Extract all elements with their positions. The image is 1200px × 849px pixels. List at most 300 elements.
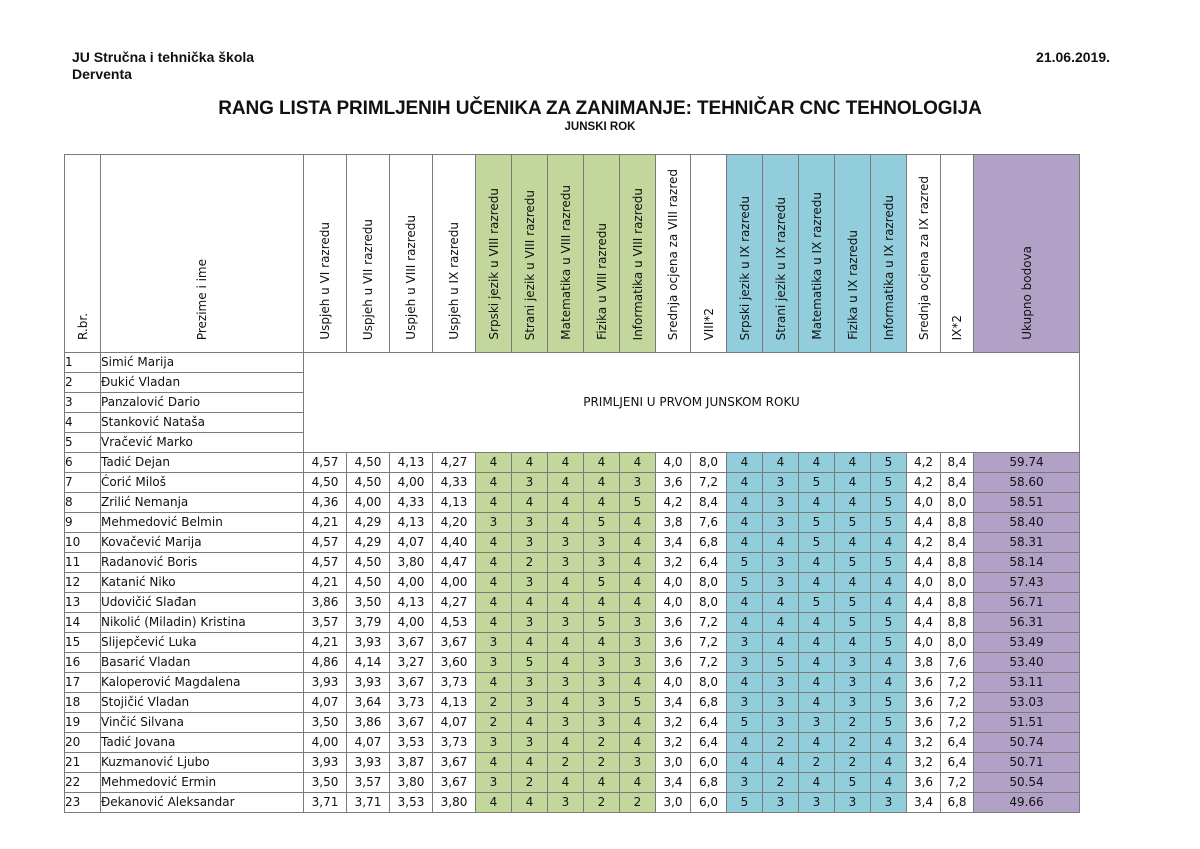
viii-x2-cell: 8,0 [691,453,727,473]
school-city: Derventa [72,66,132,82]
srpski-viii-cell: 3 [476,653,512,673]
strani-viii-cell: 4 [512,493,548,513]
srpski-viii-cell: 4 [476,553,512,573]
column-header-label: Fizika u VIII razredu [594,223,609,340]
matematika-ix-cell: 4 [799,493,835,513]
viii-x2-cell: 7,2 [691,473,727,493]
srednja-viii-cell: 4,2 [656,493,691,513]
fizika-ix-cell: 4 [835,493,871,513]
rank-cell: 15 [65,633,101,653]
strani-viii-cell: 3 [512,513,548,533]
student-name-cell: Kuzmanović Ljubo [101,753,304,773]
total-points-cell: 51.51 [974,713,1080,733]
matematika-ix-cell: 4 [799,573,835,593]
fizika-viii-cell: 3 [584,673,620,693]
srpski-viii-cell: 3 [476,773,512,793]
student-name-cell: Nikolić (Miladin) Kristina [101,613,304,633]
uspjeh-vii-cell: 3,71 [347,793,390,813]
matematika-viii-cell: 2 [548,753,584,773]
table-row [65,573,1080,593]
uspjeh-viii-cell: 4,00 [390,573,433,593]
matematika-ix-cell: 3 [799,713,835,733]
srednja-viii-cell: 3,2 [656,713,691,733]
srpski-ix-cell: 4 [727,473,763,493]
matematika-ix-cell: 5 [799,533,835,553]
informatika-ix-cell: 5 [871,473,907,493]
informatika-ix-cell: 4 [871,573,907,593]
header-name [101,155,304,353]
fizika-ix-cell: 2 [835,753,871,773]
fizika-viii-cell: 4 [584,633,620,653]
srednja-ix-cell: 4,0 [907,633,941,653]
strani-ix-cell: 4 [763,593,799,613]
table-row [65,753,1080,773]
uspjeh-ix-cell: 4,53 [433,613,476,633]
ix-x2-cell: 7,2 [941,773,974,793]
matematika-ix-cell: 4 [799,693,835,713]
table-row [65,553,1080,573]
matematika-viii-cell: 4 [548,493,584,513]
strani-viii-cell: 4 [512,593,548,613]
rank-cell: 5 [65,433,101,453]
table-row [65,473,1080,493]
strani-ix-cell: 3 [763,713,799,733]
informatika-viii-cell: 3 [620,473,656,493]
informatika-viii-cell: 4 [620,513,656,533]
rank-cell: 16 [65,653,101,673]
total-points-cell: 58.40 [974,513,1080,533]
strani-viii-cell: 4 [512,453,548,473]
matematika-ix-cell: 4 [799,673,835,693]
column-header-label: IX*2 [950,314,964,340]
srednja-ix-cell: 3,8 [907,653,941,673]
column-header-label: Srednja ocjena za VIII razred [666,168,680,340]
uspjeh-vi-cell: 3,93 [304,753,347,773]
informatika-viii-cell: 4 [620,733,656,753]
column-header-label: Matematika u VIII razredu [558,185,573,340]
fizika-ix-cell: 3 [835,673,871,693]
srpski-ix-cell: 3 [727,693,763,713]
matematika-viii-cell: 3 [548,533,584,553]
student-name-cell: Panzalović Dario [101,393,304,413]
viii-x2-cell: 7,6 [691,513,727,533]
informatika-ix-cell: 5 [871,553,907,573]
strani-ix-cell: 4 [763,613,799,633]
column-header-label: VIII*2 [701,307,716,340]
matematika-ix-cell: 5 [799,473,835,493]
srednja-ix-cell: 4,2 [907,533,941,553]
uspjeh-vii-cell: 3,64 [347,693,390,713]
uspjeh-viii-cell: 3,67 [390,713,433,733]
uspjeh-vi-cell: 4,57 [304,533,347,553]
ix-x2-cell: 7,6 [941,653,974,673]
total-points-cell: 58.60 [974,473,1080,493]
matematika-ix-cell: 4 [799,553,835,573]
uspjeh-vi-cell: 4,07 [304,693,347,713]
matematika-ix-cell: 4 [799,453,835,473]
uspjeh-ix-cell: 3,80 [433,793,476,813]
first-round-note: PRIMLJENI U PRVOM JUNSKOM ROKU [304,353,1080,453]
uspjeh-viii-cell: 4,33 [390,493,433,513]
column-header-label: Uspjeh u IX razredu [447,222,461,340]
uspjeh-vii-cell: 3,93 [347,753,390,773]
uspjeh-viii-cell: 3,67 [390,633,433,653]
viii-x2-cell: 8,0 [691,673,727,693]
viii-x2-cell: 6,8 [691,533,727,553]
strani-ix-cell: 4 [763,533,799,553]
srpski-viii-cell: 4 [476,473,512,493]
uspjeh-vi-cell: 3,50 [304,773,347,793]
header-uspjeh-vi [304,155,347,353]
srednja-viii-cell: 4,0 [656,673,691,693]
uspjeh-vi-cell: 3,57 [304,613,347,633]
strani-ix-cell: 3 [763,473,799,493]
rank-cell: 8 [65,493,101,513]
srpski-viii-cell: 4 [476,753,512,773]
uspjeh-vii-cell: 4,00 [347,493,390,513]
rank-cell: 6 [65,453,101,473]
strani-viii-cell: 3 [512,613,548,633]
header-matematika-ix [799,155,835,353]
uspjeh-viii-cell: 4,00 [390,613,433,633]
student-name-cell: Kovačević Marija [101,533,304,553]
uspjeh-ix-cell: 3,67 [433,773,476,793]
table-row [65,793,1080,813]
uspjeh-viii-cell: 4,13 [390,453,433,473]
ix-x2-cell: 8,4 [941,533,974,553]
matematika-viii-cell: 4 [548,593,584,613]
student-name-cell: Kaloperović Magdalena [101,673,304,693]
student-name-cell: Katanić Niko [101,573,304,593]
uspjeh-vi-cell: 4,36 [304,493,347,513]
student-name-cell: Ćorić Miloš [101,473,304,493]
student-name-cell: Mehmedović Ermin [101,773,304,793]
matematika-viii-cell: 4 [548,513,584,533]
uspjeh-vi-cell: 4,00 [304,733,347,753]
srpski-viii-cell: 4 [476,533,512,553]
matematika-viii-cell: 4 [548,453,584,473]
informatika-ix-cell: 4 [871,533,907,553]
rank-cell: 12 [65,573,101,593]
strani-viii-cell: 3 [512,533,548,553]
ix-x2-cell: 6,4 [941,733,974,753]
column-header-label: Uspjeh u VII razredu [361,218,375,340]
viii-x2-cell: 6,4 [691,553,727,573]
viii-x2-cell: 8,0 [691,593,727,613]
informatika-ix-cell: 5 [871,693,907,713]
srednja-ix-cell: 4,0 [907,493,941,513]
viii-x2-cell: 7,2 [691,633,727,653]
srednja-viii-cell: 3,2 [656,553,691,573]
strani-ix-cell: 2 [763,773,799,793]
student-name-cell: Zrilić Nemanja [101,493,304,513]
fizika-ix-cell: 5 [835,613,871,633]
uspjeh-vii-cell: 4,50 [347,473,390,493]
ix-x2-cell: 8,4 [941,473,974,493]
strani-viii-cell: 4 [512,713,548,733]
strani-viii-cell: 3 [512,733,548,753]
header-fizika-viii [584,155,620,353]
page-subtitle: JUNSKI ROK [564,121,636,133]
fizika-ix-cell: 5 [835,773,871,793]
rank-cell: 4 [65,413,101,433]
uspjeh-vii-cell: 4,07 [347,733,390,753]
matematika-ix-cell: 4 [799,733,835,753]
srednja-ix-cell: 3,2 [907,753,941,773]
matematika-ix-cell: 2 [799,753,835,773]
srpski-viii-cell: 4 [476,593,512,613]
header-viii-x2 [691,155,727,353]
ix-x2-cell: 8,8 [941,553,974,573]
total-points-cell: 50.74 [974,733,1080,753]
header-uspjeh-ix [433,155,476,353]
header-matematika-viii [548,155,584,353]
table-row [65,453,1080,473]
table-row [65,613,1080,633]
total-points-cell: 58.51 [974,493,1080,513]
fizika-viii-cell: 4 [584,453,620,473]
column-header-label: Informatika u VIII razredu [630,187,645,340]
srpski-viii-cell: 2 [476,693,512,713]
rank-cell: 9 [65,513,101,533]
srednja-viii-cell: 4,0 [656,593,691,613]
informatika-viii-cell: 3 [620,653,656,673]
uspjeh-ix-cell: 4,07 [433,713,476,733]
informatika-ix-cell: 4 [871,653,907,673]
ix-x2-cell: 8,4 [941,453,974,473]
matematika-viii-cell: 3 [548,553,584,573]
informatika-viii-cell: 4 [620,573,656,593]
informatika-viii-cell: 4 [620,713,656,733]
srednja-viii-cell: 3,6 [656,633,691,653]
table-row [65,533,1080,553]
uspjeh-vi-cell: 3,71 [304,793,347,813]
matematika-ix-cell: 4 [799,613,835,633]
informatika-viii-cell: 4 [620,673,656,693]
srpski-ix-cell: 4 [727,753,763,773]
strani-viii-cell: 5 [512,653,548,673]
total-points-cell: 56.31 [974,613,1080,633]
strani-viii-cell: 3 [512,693,548,713]
uspjeh-vii-cell: 3,93 [347,673,390,693]
total-points-cell: 59.74 [974,453,1080,473]
fizika-viii-cell: 2 [584,793,620,813]
student-name-cell: Radanović Boris [101,553,304,573]
header-rbr [65,155,101,353]
uspjeh-ix-cell: 4,13 [433,493,476,513]
column-header-label: Strani jezik u IX razredu [773,196,788,340]
column-header-label: R.br. [75,313,90,340]
fizika-ix-cell: 5 [835,553,871,573]
informatika-ix-cell: 5 [871,453,907,473]
table-row [65,493,1080,513]
student-name-cell: Basarić Vladan [101,653,304,673]
srpski-ix-cell: 4 [727,673,763,693]
matematika-viii-cell: 4 [548,633,584,653]
ix-x2-cell: 8,8 [941,613,974,633]
strani-ix-cell: 3 [763,513,799,533]
uspjeh-viii-cell: 3,53 [390,733,433,753]
matematika-viii-cell: 3 [548,713,584,733]
header-ukupno [974,155,1080,353]
fizika-ix-cell: 2 [835,713,871,733]
strani-ix-cell: 3 [763,493,799,513]
informatika-viii-cell: 4 [620,533,656,553]
uspjeh-ix-cell: 3,67 [433,753,476,773]
matematika-ix-cell: 3 [799,793,835,813]
uspjeh-vii-cell: 4,50 [347,453,390,473]
strani-ix-cell: 3 [763,573,799,593]
uspjeh-vi-cell: 3,86 [304,593,347,613]
matematika-ix-cell: 4 [799,633,835,653]
fizika-viii-cell: 5 [584,613,620,633]
ix-x2-cell: 6,8 [941,793,974,813]
uspjeh-ix-cell: 4,33 [433,473,476,493]
uspjeh-viii-cell: 4,00 [390,473,433,493]
fizika-ix-cell: 4 [835,573,871,593]
informatika-ix-cell: 4 [871,673,907,693]
rank-cell: 7 [65,473,101,493]
strani-ix-cell: 3 [763,793,799,813]
srednja-viii-cell: 3,8 [656,513,691,533]
ix-x2-cell: 8,0 [941,573,974,593]
uspjeh-vi-cell: 4,57 [304,553,347,573]
header-srpski-ix [727,155,763,353]
viii-x2-cell: 6,8 [691,693,727,713]
rank-cell: 21 [65,753,101,773]
school-name-line1: JU Stručna i tehnička škola [72,49,255,65]
student-name-cell: Mehmedović Belmin [101,513,304,533]
rank-cell: 14 [65,613,101,633]
uspjeh-vi-cell: 3,93 [304,673,347,693]
uspjeh-vii-cell: 4,14 [347,653,390,673]
fizika-viii-cell: 3 [584,713,620,733]
rank-cell: 13 [65,593,101,613]
srpski-viii-cell: 4 [476,573,512,593]
informatika-viii-cell: 2 [620,793,656,813]
rank-cell: 20 [65,733,101,753]
informatika-viii-cell: 3 [620,633,656,653]
column-header-label: Srpski jezik u VIII razredu [486,188,501,340]
srednja-ix-cell: 4,2 [907,453,941,473]
informatika-viii-cell: 3 [620,753,656,773]
student-name-cell: Simić Marija [101,353,304,373]
informatika-ix-cell: 5 [871,713,907,733]
matematika-viii-cell: 4 [548,733,584,753]
table-row-first-round [65,353,1080,373]
informatika-ix-cell: 5 [871,613,907,633]
uspjeh-vi-cell: 4,21 [304,633,347,653]
srednja-ix-cell: 3,6 [907,713,941,733]
rank-cell: 3 [65,393,101,413]
uspjeh-viii-cell: 3,80 [390,773,433,793]
ix-x2-cell: 7,2 [941,713,974,733]
uspjeh-viii-cell: 3,73 [390,693,433,713]
student-name-cell: Đukić Vladan [101,373,304,393]
header-srednja-ix [907,155,941,353]
viii-x2-cell: 6,4 [691,713,727,733]
fizika-viii-cell: 4 [584,473,620,493]
uspjeh-ix-cell: 3,73 [433,733,476,753]
uspjeh-ix-cell: 4,20 [433,513,476,533]
rank-cell: 11 [65,553,101,573]
uspjeh-ix-cell: 4,27 [433,453,476,473]
uspjeh-vii-cell: 3,50 [347,593,390,613]
fizika-ix-cell: 3 [835,653,871,673]
srednja-viii-cell: 3,0 [656,793,691,813]
column-header-label: Ukupno bodova [1019,246,1034,340]
uspjeh-vi-cell: 4,21 [304,573,347,593]
srpski-ix-cell: 3 [727,773,763,793]
column-header-label: Srpski jezik u IX razredu [737,195,752,340]
strani-ix-cell: 3 [763,673,799,693]
fizika-ix-cell: 4 [835,633,871,653]
informatika-ix-cell: 4 [871,753,907,773]
srednja-ix-cell: 4,4 [907,593,941,613]
rank-cell: 22 [65,773,101,793]
uspjeh-vii-cell: 4,29 [347,533,390,553]
table-row [65,513,1080,533]
fizika-ix-cell: 4 [835,473,871,493]
srpski-viii-cell: 2 [476,713,512,733]
matematika-viii-cell: 3 [548,613,584,633]
uspjeh-vii-cell: 3,57 [347,773,390,793]
total-points-cell: 53.03 [974,693,1080,713]
srpski-ix-cell: 4 [727,733,763,753]
srpski-ix-cell: 4 [727,513,763,533]
rank-cell: 23 [65,793,101,813]
rank-cell: 18 [65,693,101,713]
strani-viii-cell: 3 [512,673,548,693]
uspjeh-vii-cell: 3,86 [347,713,390,733]
ix-x2-cell: 8,0 [941,633,974,653]
student-name-cell: Stanković Nataša [101,413,304,433]
srednja-ix-cell: 4,4 [907,553,941,573]
uspjeh-vii-cell: 3,93 [347,633,390,653]
total-points-cell: 56.71 [974,593,1080,613]
rank-cell: 17 [65,673,101,693]
srpski-ix-cell: 3 [727,633,763,653]
uspjeh-viii-cell: 4,13 [390,513,433,533]
header-informatika-ix [871,155,907,353]
matematika-ix-cell: 4 [799,653,835,673]
strani-ix-cell: 2 [763,733,799,753]
matematika-viii-cell: 4 [548,693,584,713]
ranking-table [64,154,1080,813]
header-strani-ix [763,155,799,353]
ix-x2-cell: 7,2 [941,673,974,693]
srednja-ix-cell: 3,6 [907,773,941,793]
column-header-label: Strani jezik u VIII razredu [522,189,537,340]
matematika-ix-cell: 5 [799,593,835,613]
strani-viii-cell: 2 [512,773,548,793]
srednja-ix-cell: 4,2 [907,473,941,493]
student-name-cell: Vinčić Silvana [101,713,304,733]
srednja-viii-cell: 3,6 [656,473,691,493]
srpski-ix-cell: 4 [727,453,763,473]
srpski-ix-cell: 4 [727,613,763,633]
column-header-label: Matematika u IX razredu [809,192,824,340]
srpski-viii-cell: 3 [476,633,512,653]
fizika-viii-cell: 2 [584,753,620,773]
srpski-ix-cell: 5 [727,793,763,813]
fizika-viii-cell: 4 [584,773,620,793]
matematika-ix-cell: 4 [799,773,835,793]
informatika-viii-cell: 4 [620,453,656,473]
informatika-ix-cell: 5 [871,513,907,533]
srednja-viii-cell: 3,6 [656,613,691,633]
school-name [72,49,254,83]
